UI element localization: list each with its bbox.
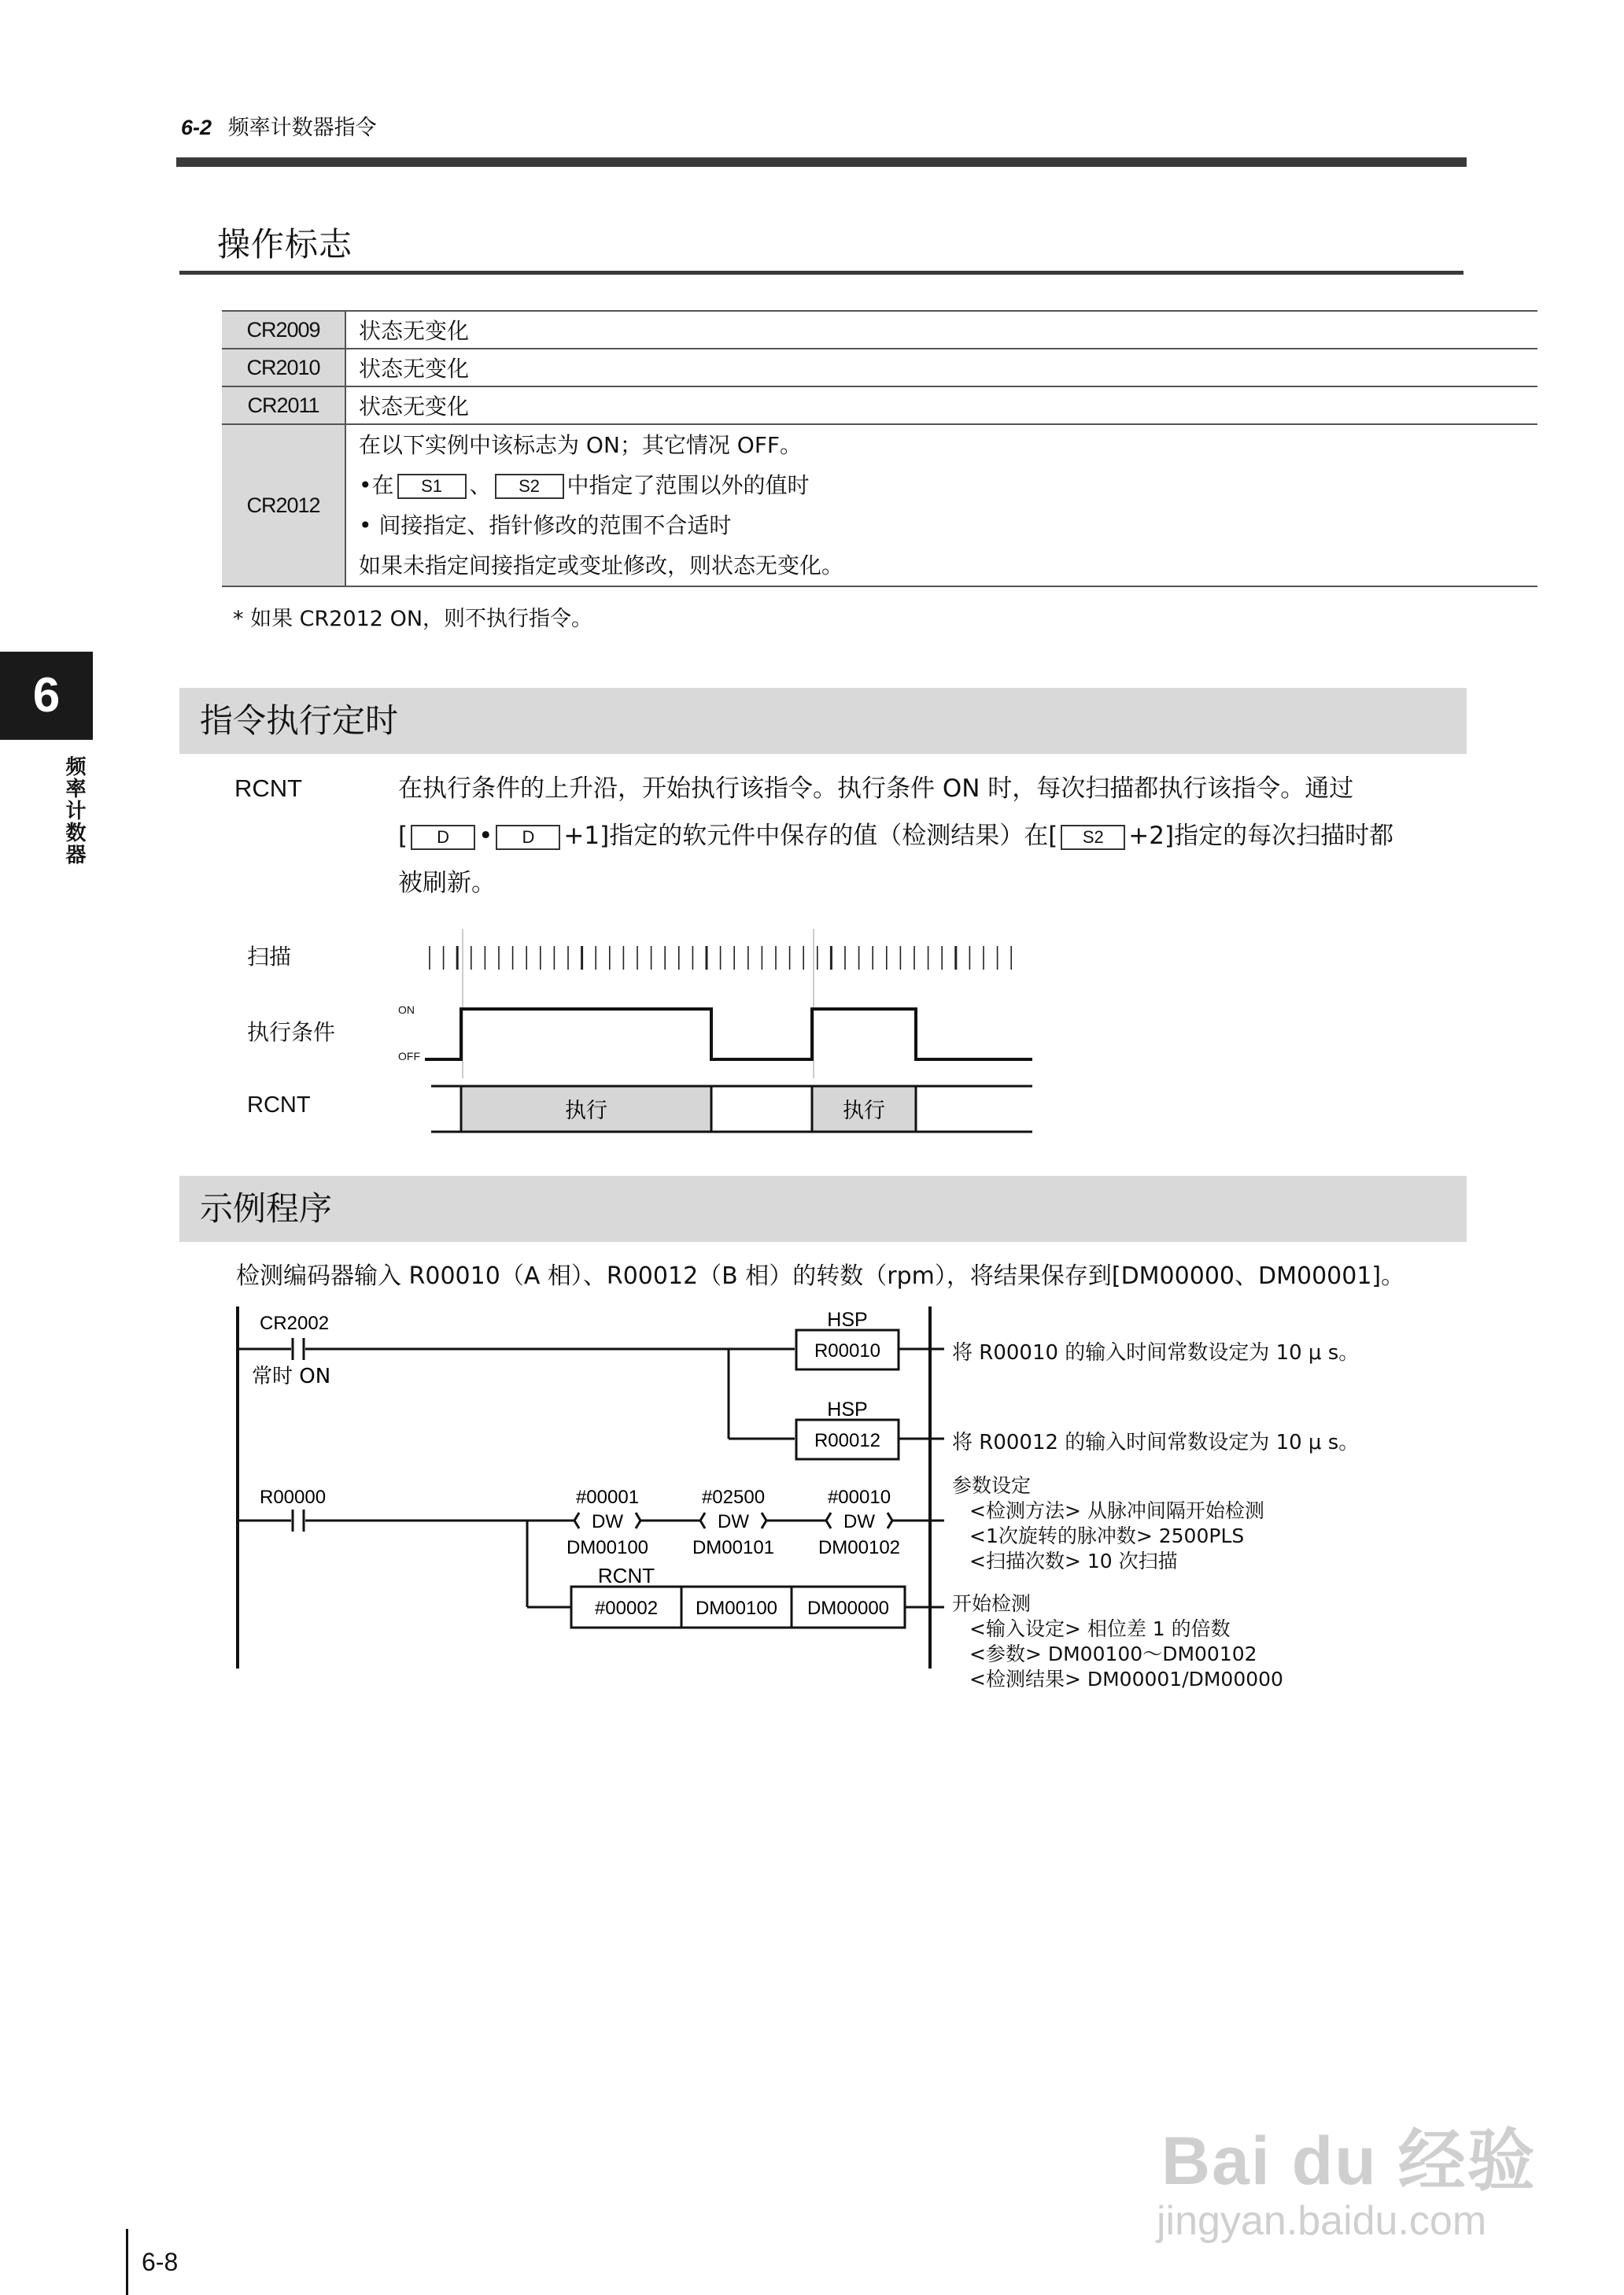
watermark-url: jingyan.baidu.com [1157, 2198, 1487, 2244]
flag-text: 中指定了范围以外的值时 [567, 472, 810, 498]
comment-title: 参数设定 [952, 1474, 1032, 1497]
contact-cr2002-label: CR2002 [260, 1313, 330, 1334]
flag-text: •在 [359, 472, 394, 498]
dw1-dest: DM00100 [566, 1537, 649, 1558]
flag-line: • 间接指定、指针修改的范围不合适时 [359, 512, 732, 538]
example-title: 示例程序 [200, 1189, 333, 1228]
flag-line [359, 465, 1537, 505]
off-label: OFF [398, 1050, 420, 1062]
comment-line: <输入设定> 相位差 1 的倍数 [969, 1617, 1231, 1640]
dw-instruction-2 [692, 1487, 774, 1558]
flags-title-rule [179, 271, 1463, 275]
dw2-dest: DM00101 [692, 1537, 775, 1558]
timing-chart [425, 929, 1039, 1141]
condition-waveform [425, 1009, 1032, 1059]
hsp1-arg: R00010 [814, 1340, 881, 1362]
page-number: 6-8 [142, 2248, 179, 2276]
comment-hsp2: 将 R00012 的输入时间常数设定为 10 μ s。 [952, 1431, 1360, 1454]
desc-text: +1]指定的软元件中保存的值（检测结果）在[ [563, 822, 1058, 850]
flag-desc: 状态无变化 [345, 349, 1537, 386]
table-row [222, 386, 1537, 424]
flag-line: 在以下实例中该标志为 ON；其它情况 OFF。 [359, 432, 803, 458]
comment-hsp1: 将 R00010 的输入时间常数设定为 10 μ s。 [952, 1341, 1360, 1365]
section-number: 6-2 [181, 116, 212, 139]
flag-code: CR2009 [222, 311, 345, 349]
flag-desc-multi [345, 424, 1537, 586]
hsp2-arg: R00012 [814, 1430, 881, 1451]
dw2-op: DW [718, 1511, 749, 1532]
footer-rule [126, 2229, 128, 2295]
rcnt-name: RCNT [597, 1564, 655, 1587]
flag-line: 如果未指定间接指定或变址修改，则状态无变化。 [359, 552, 844, 578]
contact-note: 常时 ON [252, 1365, 331, 1388]
dw2-value: #02500 [701, 1487, 766, 1508]
flag-desc: 状态无变化 [345, 386, 1537, 424]
watermark-logo: Bai du 经验 [1161, 2123, 1537, 2199]
flag-text: 、 [469, 472, 492, 498]
operand-box-d: D [411, 825, 475, 850]
dw1-value: #00001 [575, 1487, 640, 1508]
operand-box-s2: S2 [1061, 825, 1125, 850]
table-row [222, 311, 1537, 349]
comment-params [952, 1473, 1264, 1574]
scan-ticks [430, 946, 1011, 970]
hsp2-name: HSP [827, 1399, 868, 1421]
header-rule [176, 157, 1467, 167]
comment-line: <参数> DM00100～DM00102 [969, 1643, 1257, 1665]
scan-label: 扫描 [247, 944, 292, 970]
running-header [181, 110, 377, 141]
desc-line [398, 812, 1468, 859]
dw-instruction-3 [818, 1487, 900, 1558]
chapter-number: 6 [32, 668, 61, 722]
exec-label-1: 执行 [565, 1099, 607, 1123]
comment-start [952, 1591, 1283, 1692]
operand-box-d: D [496, 825, 560, 850]
operand-box-s1: S1 [397, 474, 467, 499]
rcnt-operand-2: DM00100 [695, 1598, 778, 1619]
desc-line: 被刷新。 [398, 869, 496, 897]
timing-title: 指令执行定时 [200, 701, 399, 740]
dw3-value: #00010 [827, 1487, 891, 1508]
table-row [222, 424, 1537, 586]
section-title: 频率计数器指令 [227, 116, 377, 140]
chapter-label: 频率计数器 [62, 756, 86, 866]
flag-code: CR2011 [222, 386, 345, 424]
desc-line: 在执行条件的上升沿，开始执行该指令。执行条件 ON 时，每次扫描都执行该指令。通过 [398, 774, 1354, 803]
dw3-op: DW [843, 1511, 875, 1532]
comment-line: <检测结果> DM00001/DM00000 [969, 1668, 1283, 1691]
desc-text: +2]指定的每次扫描时都 [1128, 822, 1394, 850]
comment-line: <检测方法> 从脉冲间隔开始检测 [969, 1499, 1264, 1522]
dw-instruction-1 [567, 1487, 648, 1558]
comment-title: 开始检测 [952, 1592, 1032, 1615]
flag-code: CR2012 [222, 424, 345, 586]
flags-table [222, 310, 1537, 587]
rcnt-operand-1: #00002 [594, 1598, 659, 1619]
hsp1-name: HSP [827, 1309, 868, 1331]
dw3-dest: DM00102 [818, 1537, 901, 1558]
timing-description [398, 765, 1468, 907]
rcnt-label: RCNT [247, 1092, 311, 1118]
ladder-diagram [228, 1299, 1015, 1684]
flag-code: CR2010 [222, 349, 345, 386]
desc-text: [ [398, 822, 408, 850]
operand-box-s2: S2 [495, 474, 564, 499]
condition-label: 执行条件 [247, 1019, 336, 1045]
table-row [222, 349, 1537, 386]
flags-footnote: * 如果 CR2012 ON，则不执行指令。 [233, 607, 593, 631]
rcnt-operand-3: DM00000 [806, 1598, 890, 1619]
comment-line: <扫描次数> 10 次扫描 [969, 1550, 1178, 1572]
on-label: ON [398, 1003, 415, 1016]
timing-instruction: RCNT [234, 774, 303, 802]
contact-r00000-label: R00000 [260, 1487, 327, 1508]
timing-title-band [179, 688, 1467, 754]
flag-desc: 状态无变化 [345, 311, 1537, 349]
example-description: 检测编码器输入 R00010（A 相）、R00012（B 相）的转数（rpm），将结果保存到[DM00000、DM00001]。 [236, 1262, 1405, 1290]
comment-line: <1次旋转的脉冲数> 2500PLS [969, 1524, 1245, 1547]
exec-label-2: 执行 [843, 1099, 885, 1123]
chapter-tab [0, 652, 93, 740]
rcnt-instruction [571, 1564, 905, 1628]
dw1-op: DW [592, 1511, 623, 1532]
example-title-band [179, 1176, 1467, 1242]
desc-text: • [478, 822, 493, 850]
operation-flags-title: 操作标志 [217, 225, 353, 264]
